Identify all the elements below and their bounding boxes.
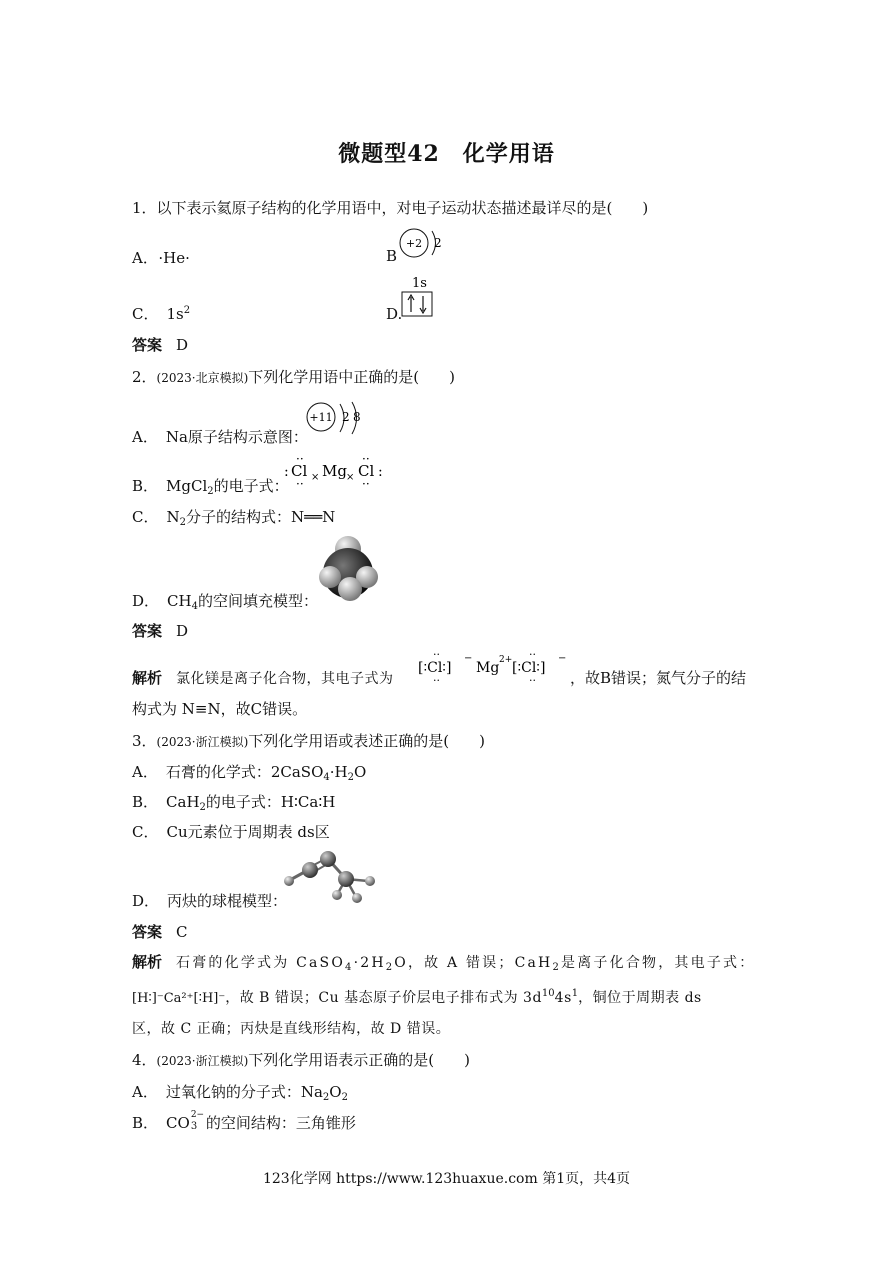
page-footer: 123化学网 https://www.123huaxue.com 第1页，共4页 <box>262 1171 631 1187</box>
svg-text:··: ·· <box>362 477 370 491</box>
svg-text:×: × <box>311 472 320 483</box>
orbital-label: 1s <box>412 276 427 291</box>
q2-option-b: B． MgCl$_2$的电子式： <box>132 477 289 497</box>
q1-answer: 答案 D <box>132 336 189 354</box>
nucleus-charge: +2 <box>405 237 423 250</box>
q4-option-b: B． CO 2− 3 的空间结构：三角锥形 <box>132 1110 356 1132</box>
svg-text:··: ·· <box>529 650 536 661</box>
svg-text:··: ·· <box>529 674 536 687</box>
q1-option-c: C． $1s^2$ <box>132 305 191 323</box>
cah2-ionic-electron-formula: [H∶]⁻Ca²⁺[∶H]⁻ <box>132 991 226 1006</box>
q2-option-c: C． $N_2$分子的结构式：N══N <box>132 508 336 528</box>
svg-text::: : <box>378 464 383 480</box>
svg-text:Cl: Cl <box>291 462 308 480</box>
q3-explanation-line3: 区，故 C 正确；丙炔是直线形结构，故 D 错误。 <box>132 1021 451 1037</box>
q3-option-a: A． 石膏的化学式：$2CaSO_4\cdot H_2O$ <box>132 763 367 783</box>
propyne-ball-and-stick-model <box>282 847 382 907</box>
page-title: 微题型42 化学用语 <box>338 141 555 167</box>
svg-text:··: ·· <box>296 452 304 466</box>
q1-option-a: A． ·He· <box>132 249 190 267</box>
helium-atomic-structure-diagram <box>396 226 456 262</box>
q3-option-b: B． CaH$_2$的电子式：H∶Ca∶H <box>132 793 336 813</box>
svg-text:−: − <box>558 653 567 664</box>
question-1-stem: 1．以下表示氦原子结构的化学用语中，对电子运动状态描述最详尽的是( ) <box>132 199 649 217</box>
shell-electrons: 2 <box>434 236 442 250</box>
sodium-atomic-structure-diagram <box>304 400 370 440</box>
svg-text:Mg: Mg <box>322 462 347 480</box>
question-3-stem: 3．(2023·浙江模拟)下列化学用语或表述正确的是( ) <box>132 732 485 750</box>
q2-answer: 答案 D <box>132 622 189 640</box>
svg-text:··: ·· <box>433 674 440 687</box>
question-2-stem: 2．(2023·北京模拟)下列化学用语中正确的是( ) <box>132 368 455 386</box>
q4-option-a: A． 过氧化钠的分子式：$Na_2O_2$ <box>132 1083 348 1103</box>
q3-explanation-line2: [H∶]⁻Ca²⁺[∶H]⁻，故 B 错误；Cu 基态原子价层电子排布式为 $3d^{10}4s^1$，铜位于周期表 ds <box>132 988 702 1006</box>
q3-option-c: C． Cu元素位于周期表 ds区 <box>132 823 330 841</box>
svg-text::: : <box>284 464 289 480</box>
q1-option-b-label: B <box>386 247 398 265</box>
q3-option-d: D． 丙炔的球棍模型： <box>132 892 288 910</box>
question-4-stem: 4．(2023·浙江模拟)下列化学用语表示正确的是( ) <box>132 1051 470 1069</box>
svg-text:+11: +11 <box>309 411 333 424</box>
svg-text:2: 2 <box>342 410 350 424</box>
svg-text:··: ·· <box>296 477 304 491</box>
orbital-diagram <box>398 274 438 320</box>
svg-text:[∶Cl∶]: [∶Cl∶] <box>512 660 546 676</box>
q2-explanation-line1-end: ，故B错误；氮气分子的结 <box>570 669 747 687</box>
svg-text:×: × <box>346 472 355 483</box>
q2-option-a: A． Na原子结构示意图： <box>132 428 308 446</box>
mgcl2-ionic-electron-formula <box>416 650 570 688</box>
svg-text:8: 8 <box>353 410 361 424</box>
q2-option-d: D． $CH_4$的空间填充模型： <box>132 592 318 612</box>
svg-text:−: − <box>464 653 473 664</box>
mgcl2-electron-formula <box>282 452 392 492</box>
svg-text:[∶Cl∶]: [∶Cl∶] <box>418 660 452 676</box>
q3-explanation-line1: 解析 石膏的化学式为 $CaSO_4\cdot 2H_2O$，故 A 错误；CaH$_2$是离子化合物，其电子式： <box>132 953 756 973</box>
q1-option-d-label: D. <box>386 305 403 323</box>
q3-answer: 答案 C <box>132 923 188 941</box>
q2-explanation-line2: 构式为 N≡N，故C错误。 <box>132 700 308 718</box>
methane-space-filling-model <box>310 533 388 605</box>
svg-text:··: ·· <box>433 650 440 661</box>
q2-explanation-line1: 解析 氯化镁是离子化合物，其电子式为 <box>132 669 394 687</box>
svg-text:Mg: Mg <box>476 660 500 676</box>
svg-text:··: ·· <box>362 452 370 466</box>
svg-text:2+: 2+ <box>499 655 513 665</box>
svg-text:Cl: Cl <box>358 462 375 480</box>
